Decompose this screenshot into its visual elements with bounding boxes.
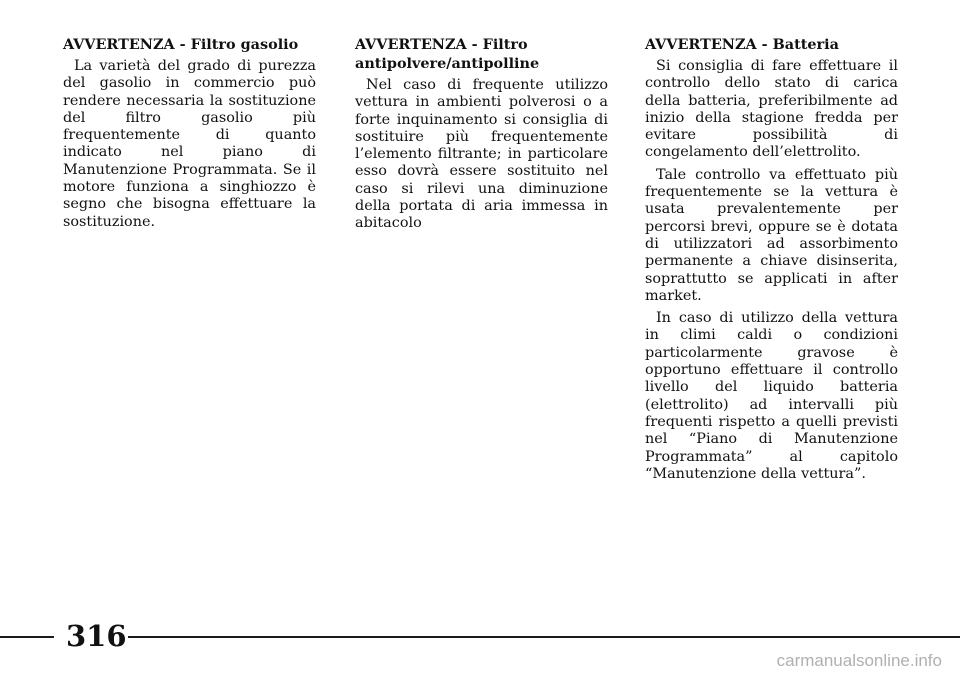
body-paragraph: Si consiglia di fare effettuare il controllo dello stato di carica della batteria, preferibilmente ad inizio della stagione fredda per evitare possibilità di congelamento dell’elettrolito. — [645, 58, 898, 161]
body-paragraph: Nel caso di frequente utilizzo vettura in ambienti polverosi o a forte inquinamento si consiglia di sostituire più frequentemente l’elemento filtrante; in particolare esso dovrà essere sostituito nel caso si rilevi una diminuzione della portata di aria immessa in abitacolo — [355, 77, 608, 232]
section-heading: AVVERTENZA - Filtro antipolvere/antipolline — [355, 36, 540, 72]
column-batteria — [645, 35, 898, 488]
column-filtro-antipolvere — [355, 35, 608, 238]
footer-rule-right — [128, 636, 960, 638]
page-number: 316 — [66, 619, 127, 653]
body-paragraph: Tale controllo va effettuato più frequentemente se la vettura è usata prevalentemente per percorsi brevi, oppure se è dotata di utilizzatori ad assorbimento permanente a chiave disinserita, soprattutto se applicati in after market. — [645, 166, 898, 304]
footer-rule-left — [0, 636, 54, 638]
body-paragraph: In caso di utilizzo della vettura in climi caldi o condizioni particolarmente gravose è opportuno effettuare il controllo livello del liquido batteria (elettrolito) ad intervalli più frequenti rispetto a quelli previsti nel “Piano di Manutenzione Programmata” al capitolo “Manutenzione della vettura”. — [645, 310, 898, 482]
watermark-text: carmanualsonline.info — [776, 651, 942, 670]
section-heading: AVVERTENZA - Batteria — [645, 36, 839, 53]
body-paragraph: La varietà del grado di purezza del gasolio in commercio può rendere necessaria la sostituzione del filtro gasolio più frequentemente di quanto indicato nel piano di Manutenzione Programmata. Se il motore funziona a singhiozzo è segno che bisogna effettuare la sostituzione. — [63, 58, 316, 230]
column-filtro-gasolio — [63, 35, 316, 236]
section-heading: AVVERTENZA - Filtro gasolio — [63, 36, 299, 53]
